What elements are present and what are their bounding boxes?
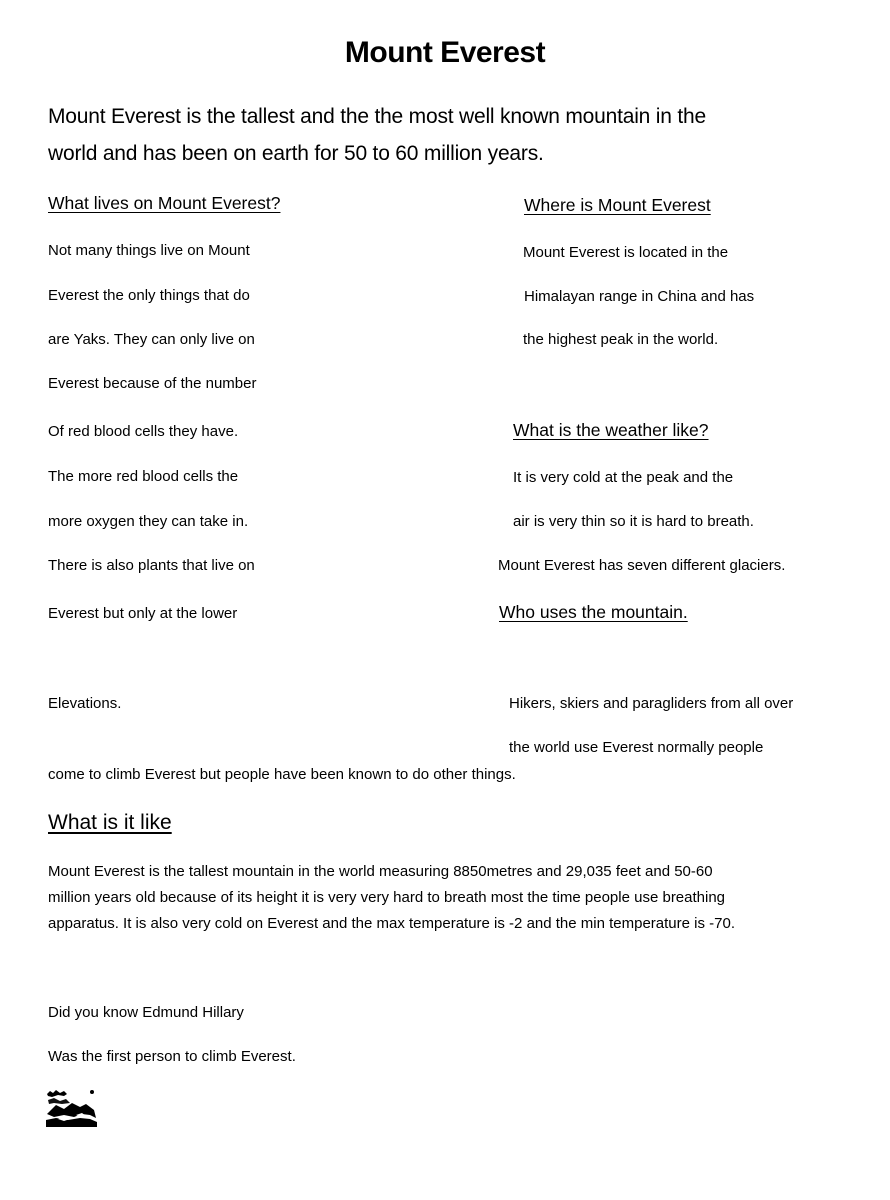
page-title: Mount Everest bbox=[344, 36, 546, 69]
what-lives-line: There is also plants that live on bbox=[48, 557, 255, 574]
weather-line: Mount Everest has seven different glaciers. bbox=[498, 557, 786, 574]
what-like-paragraph bbox=[48, 859, 848, 937]
what-lives-line: Of red blood cells they have. bbox=[48, 423, 239, 440]
what-lives-line: Elevations. bbox=[48, 695, 122, 712]
where-is-line: the highest peak in the world. bbox=[523, 331, 719, 348]
what-like-line: apparatus. It is also very cold on Everest and the max temperature is -2 and the min temperature is -70. bbox=[48, 915, 736, 932]
what-lives-line: Everest but only at the lower bbox=[48, 605, 238, 622]
heading-weather: What is the weather like? bbox=[513, 420, 709, 440]
who-uses-line: the world use Everest normally people bbox=[509, 739, 764, 756]
what-like-line: million years old because of its height it is very very hard to breath most the time people use breathing bbox=[48, 889, 726, 906]
intro-line-2: world and has been on earth for 50 to 60 million years. bbox=[48, 142, 544, 165]
heading-where-is: Where is Mount Everest bbox=[524, 195, 711, 215]
what-lives-line: The more red blood cells the bbox=[48, 468, 239, 485]
where-is-line: Mount Everest is located in the bbox=[523, 244, 729, 261]
weather-line: It is very cold at the peak and the bbox=[513, 469, 734, 486]
what-lives-line: are Yaks. They can only live on bbox=[48, 331, 255, 348]
what-lives-line: Not many things live on Mount bbox=[48, 242, 250, 259]
did-you-know-line: Was the first person to climb Everest. bbox=[48, 1048, 296, 1065]
weather-line: air is very thin so it is hard to breath. bbox=[513, 513, 754, 530]
mountain-clipart-icon bbox=[46, 1088, 98, 1128]
what-lives-line: Everest the only things that do bbox=[48, 287, 250, 304]
where-is-line: Himalayan range in China and has bbox=[524, 288, 755, 305]
what-lives-line: more oxygen they can take in. bbox=[48, 513, 249, 530]
heading-what-lives: What lives on Mount Everest? bbox=[48, 193, 281, 213]
heading-who-uses: Who uses the mountain. bbox=[499, 602, 688, 622]
intro-line-1: Mount Everest is the tallest and the the most well known mountain in the bbox=[48, 105, 706, 128]
heading-what-like: What is it like bbox=[48, 811, 172, 834]
what-like-line: Mount Everest is the tallest mountain in the world measuring 8850metres and 29,035 feet and 50-60 bbox=[48, 863, 713, 880]
who-uses-line: come to climb Everest but people have been known to do other things. bbox=[48, 766, 516, 783]
what-lives-line: Everest because of the number bbox=[48, 375, 257, 392]
did-you-know-line: Did you know Edmund Hillary bbox=[48, 1004, 244, 1021]
who-uses-line: Hikers, skiers and paragliders from all over bbox=[509, 695, 794, 712]
